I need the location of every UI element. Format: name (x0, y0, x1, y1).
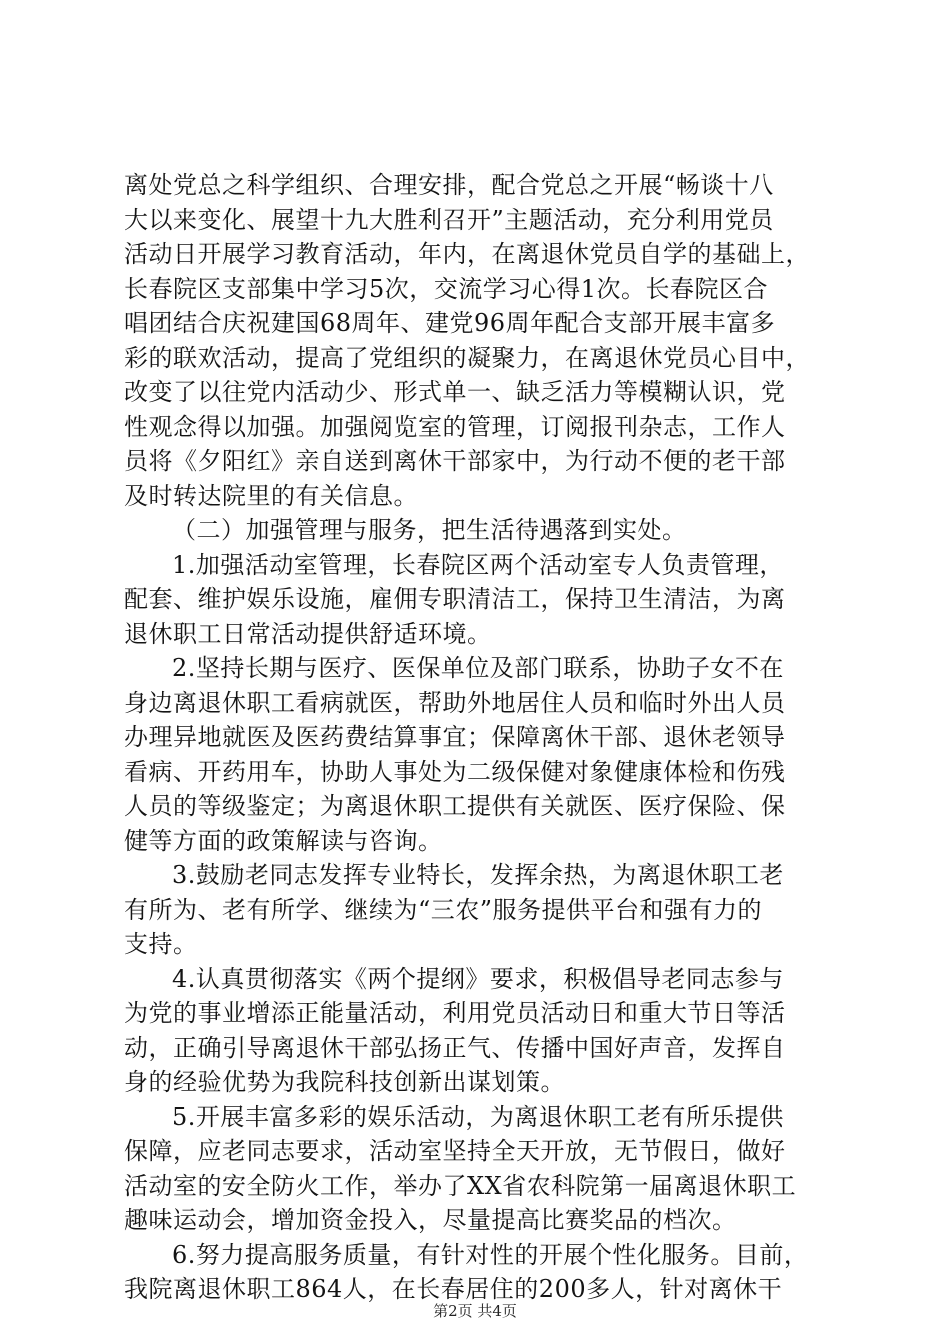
text-line: 4.认真贯彻落实《两个提纲》要求，积极倡导老同志参与 (172, 964, 784, 993)
text-line: 长春院区支部集中学习5次，交流学习心得1次。长春院区合 (124, 274, 769, 303)
text-line: 身边离退休职工看病就医，帮助外地居住人员和临时外出人员 (124, 688, 786, 717)
text-line: 及时转达院里的有关信息。 (124, 481, 418, 510)
text-line: 唱团结合庆祝建国68周年、建党96周年配合支部开展丰富多 (124, 309, 776, 337)
text-line: 我院离退休职工864人，在长春居住的200多人，针对离休干 (124, 1275, 783, 1303)
section-heading: （二）加强管理与服务，把生活待遇落到实处。 (172, 516, 687, 544)
text-line: 办理异地就医及医药费结算事宜；保障离休干部、退休老领导 (124, 723, 786, 751)
text-line: 改变了以往党内活动少、形式单一、缺乏活力等模糊认识，党 (124, 378, 786, 406)
text-line: 动，正确引导离退休干部弘扬正气、传播中国好声音，发挥自 (124, 1033, 786, 1062)
text-line: 退休职工日常活动提供舒适环境。 (124, 619, 492, 648)
page-number-footer: 第2页 共4页 (433, 1302, 517, 1320)
text-line: 大以来变化、展望十九大胜利召开”主题活动，充分利用党员 (124, 205, 774, 234)
text-line: 1.加强活动室管理，长春院区两个活动室专人负责管理， (172, 550, 784, 579)
text-line: 6.努力提高服务质量，有针对性的开展个性化服务。目前， (172, 1240, 809, 1269)
text-line: 看病、开药用车，协助人事处为二级保健对象健康体检和伤残 (124, 757, 786, 786)
text-line: 人员的等级鉴定；为离退休职工提供有关就医、医疗保险、保 (124, 792, 786, 820)
body-text (124, 168, 836, 1307)
text-line: 2.坚持长期与医疗、医保单位及部门联系，协助子女不在 (172, 654, 784, 682)
text-line: 趣味运动会，增加资金投入，尽量提高比赛奖品的档次。 (124, 1206, 737, 1234)
text-line: 有所为、老有所学、继续为“三农”服务提供平台和强有力的 (124, 895, 763, 924)
text-line: 离处党总之科学组织、合理安排，配合党总之开展“畅谈十八 (124, 171, 774, 199)
text-line: 5.开展丰富多彩的娱乐活动，为离退休职工老有所乐提供 (172, 1102, 784, 1131)
text-line: 保障，应老同志要求，活动室坚持全天开放，无节假日，做好 (124, 1137, 786, 1165)
text-line: 员将《夕阳红》亲自送到离休干部家中，为行动不便的老干部 (124, 447, 786, 475)
text-line: 健等方面的政策解读与咨询。 (124, 826, 443, 855)
text-line: 3.鼓励老同志发挥专业特长，发挥余热，为离退休职工老 (172, 861, 784, 889)
text-line: 支持。 (124, 930, 198, 958)
text-line: 身的经验优势为我院科技创新出谋划策。 (124, 1068, 565, 1096)
text-line: 活动日开展学习教育活动，年内，在离退休党员自学的基础上， (124, 240, 810, 268)
text-line: 活动室的安全防火工作，举办了XX省农科院第一届离退休职工 (124, 1171, 797, 1200)
text-line: 彩的联欢活动，提高了党组织的凝聚力，在离退休党员心目中， (124, 343, 810, 372)
text-line: 配套、维护娱乐设施，雇佣专职清洁工，保持卫生清洁，为离 (124, 585, 786, 613)
text-line: 为党的事业增添正能量活动，利用党员活动日和重大节日等活 (124, 999, 786, 1027)
text-line: 性观念得以加强。加强阅览室的管理，订阅报刊杂志，工作人 (124, 412, 786, 441)
